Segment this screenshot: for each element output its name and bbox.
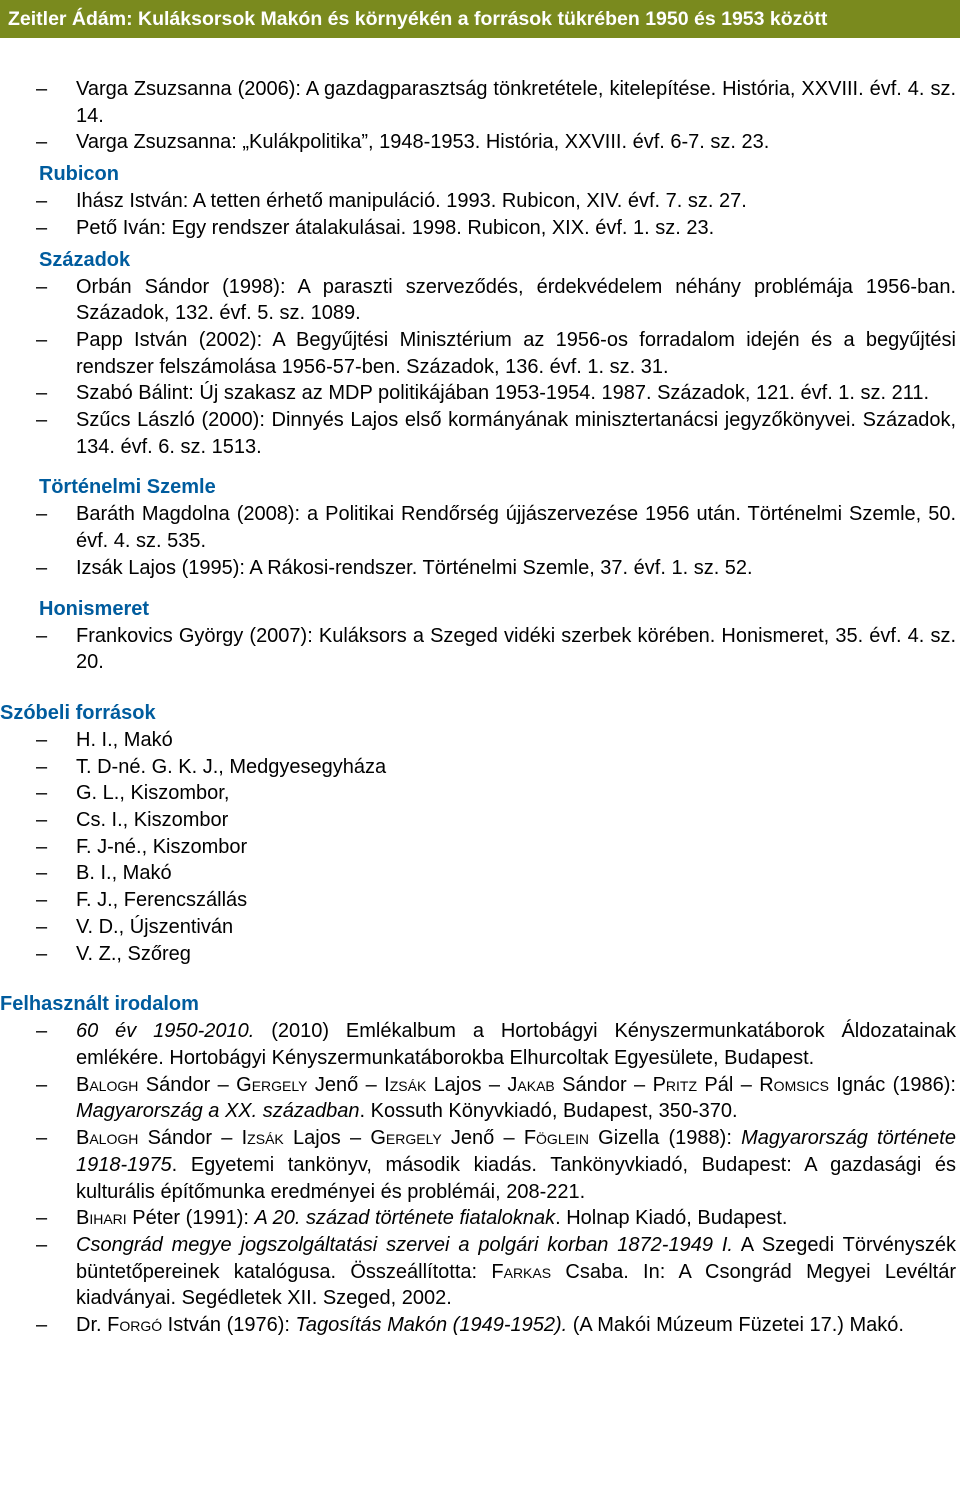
list-item: [36, 188, 956, 215]
dash-bullet: –: [36, 382, 48, 405]
page-header: [0, 0, 960, 38]
honismeret-list: [0, 623, 960, 676]
journal-heading-szazadok: Századok: [39, 248, 131, 271]
author-surname: Jakab: [507, 1073, 555, 1096]
author-surname: Izsák: [384, 1073, 427, 1096]
dash-bullet: –: [36, 131, 48, 154]
item-text: V. Z., Szőreg: [76, 942, 191, 965]
dash-bullet: –: [36, 942, 48, 965]
book-title: A 20. század története fiataloknak: [254, 1207, 556, 1230]
author-surname: Föglein: [523, 1127, 589, 1150]
list-item: [36, 76, 956, 129]
list-item: [36, 914, 956, 941]
list-item: [36, 129, 956, 156]
list-item: [36, 327, 956, 380]
item-text: Varga Zsuzsanna: „Kulákpolitika”, 1948-1953. História, XXVIII. évf. 6-7. sz. 23.: [76, 131, 770, 154]
item-text: F. J., Ferencszállás: [76, 889, 248, 912]
item-text: Varga Zsuzsanna (2006): A gazdagparasztság tönkretétele, kitelepítése. História, XXVIII. évf. 4. sz. 14.: [76, 78, 956, 127]
author-surname: Gergely: [370, 1127, 442, 1150]
item-text: B. I., Makó: [76, 862, 172, 885]
dash-bullet: –: [36, 78, 48, 100]
literature-list: [0, 1018, 960, 1338]
list-item: – Bihari Péter (1991): A 20. század története fiataloknak. Holnap Kiadó, Budapest.: [76, 1205, 956, 1232]
dash-bullet: –: [36, 556, 48, 579]
list-item: [36, 807, 956, 834]
item-text: Cs. I., Kiszombor: [76, 809, 229, 832]
journal-heading-rubicon: Rubicon: [39, 163, 119, 186]
dash-bullet: –: [36, 809, 48, 832]
dash-bullet: –: [36, 190, 48, 213]
book-title: Magyarország története 1918-1975: [76, 1127, 956, 1176]
rubicon-list: [0, 188, 960, 241]
list-item: [36, 501, 956, 554]
author-surname: Romsics: [759, 1073, 829, 1096]
item-text: Papp István (2002): A Begyűjtési Minisztérium az 1956-os forradalom idején és a begyűjtési rendszer felszámolása 1956-57-ben. Századok, 136. évf. 1. sz. 31.: [76, 328, 956, 378]
book-title: Tagosítás Makón (1949-1952).: [295, 1314, 568, 1337]
dash-bullet: –: [36, 1020, 48, 1043]
item-text: V. D., Újszentiván: [76, 915, 234, 938]
journal-heading-tortenelmi-szemle: Történelmi Szemle: [39, 476, 216, 499]
szobeli-list: [0, 727, 960, 967]
list-item: – Csongrád megye jogszolgáltatási szervei a polgári korban 1872-1949 I. A Szegedi Törvényszék büntetőpereinek katalógusa. Összeállította: Farkas Csaba. In: A Csongrád Megyei Levéltár kiadványai. Segédletek XII. Szeged, 2002.: [36, 1233, 957, 1310]
dash-bullet: –: [36, 1233, 48, 1256]
list-item: [36, 754, 956, 781]
list-item: – Dr. Forgó István (1976): Tagosítás Makón (1949-1952). (A Makói Múzeum Füzetei 17.) Makó.: [76, 1312, 956, 1339]
item-text: Ihász István: A tetten érhető manipuláció. 1993. Rubicon, XIV. évf. 7. sz. 27.: [76, 190, 747, 213]
list-item: – Balogh Sándor – Izsák Lajos – Gergely Jenő – Föglein Gizella (1988): Magyarország története 1918-1975. Egyetemi tankönyv, második kiadás. Tankönyvkiadó, Budapest: A gazdasági és kulturális építőmunka eredményei és problémái, 208-221.: [36, 1127, 956, 1203]
item-text: Baráth Magdolna (2008): a Politikai Rendőrség újjászervezése 1956 után. Történelmi Szemle, 50. évf. 4. sz. 535.: [76, 503, 956, 553]
tortenelmi-list: [0, 501, 960, 581]
item-text: Szűcs László (2000): Dinnyés Lajos első kormányának minisztertanácsi jegyzőkönyvei. Századok, 134. évf. 6. sz. 1513.: [76, 409, 956, 458]
dash-bullet: –: [36, 835, 48, 858]
author-surname: Bihari: [76, 1207, 127, 1230]
list-item: [36, 860, 956, 887]
list-item: [36, 727, 956, 754]
list-item: [36, 623, 956, 676]
dash-bullet: –: [36, 889, 48, 912]
author-surname: Balogh: [76, 1073, 139, 1096]
item-text: F. J-né., Kiszombor: [76, 835, 248, 858]
dash-bullet: –: [36, 755, 48, 778]
book-title: 60 év 1950-2010.: [76, 1020, 255, 1043]
dash-bullet: –: [36, 409, 48, 432]
dash-bullet: –: [36, 1207, 48, 1230]
list-item: [36, 555, 956, 582]
list-item: [36, 780, 956, 807]
item-text: H. I., Makó: [76, 728, 173, 751]
item-text: Szabó Bálint: Új szakasz az MDP politikájában 1953-1954. 1987. Századok, 121. évf. 1. sz. 211.: [76, 382, 930, 405]
author-surname: Balogh: [76, 1127, 139, 1150]
book-title: Magyarország a XX. században: [76, 1100, 360, 1123]
top-list: [0, 76, 960, 156]
dash-bullet: –: [36, 1127, 48, 1150]
dash-bullet: –: [36, 782, 48, 805]
author-surname: Farkas: [491, 1260, 552, 1283]
list-item: [36, 380, 956, 407]
list-item: [36, 407, 956, 460]
dash-bullet: –: [36, 624, 48, 647]
item-text: Izsák Lajos (1995): A Rákosi-rendszer. Történelmi Szemle, 37. évf. 1. sz. 52.: [76, 556, 753, 579]
section-heading-szobeli-forrasok: Szóbeli források: [0, 701, 156, 724]
author-surname: Izsák: [241, 1127, 284, 1150]
section-heading-felhasznalt-irodalom: Felhasznált irodalom: [0, 993, 199, 1016]
item-text: Frankovics György (2007): Kuláksors a Szeged vidéki szerbek körében. Honismeret, 35. évf. 4. sz. 20.: [76, 624, 956, 674]
dash-bullet: –: [36, 216, 48, 239]
szazadok-list: [0, 274, 960, 461]
dash-bullet: –: [36, 1073, 48, 1096]
list-item: – 60 év 1950-2010. (2010) Emlékalbum a Hortobágyi Kényszermunkatáborok Áldozatainak emlékére. Hortobágyi Kényszermunkatáborokba Elhurcoltak Egyesülete, Budapest.: [36, 1020, 956, 1069]
author-surname: Forgó: [107, 1314, 163, 1337]
list-item: [36, 274, 956, 327]
dash-bullet: –: [36, 862, 48, 885]
header-title: Zeitler Ádám: Kuláksorsok Makón és környékén a források tükrében 1950 és 1953 között: [8, 8, 828, 30]
author-surname: Gergely: [236, 1073, 308, 1096]
dash-bullet: –: [36, 275, 48, 298]
list-item: [36, 941, 956, 968]
item-text: Orbán Sándor (1998): A paraszti szerveződés, érdekvédelem néhány problémája 1956-ban. Századok, 132. évf. 5. sz. 1089.: [76, 275, 956, 325]
dash-bullet: –: [36, 1314, 48, 1337]
list-item: [36, 887, 956, 914]
dash-bullet: –: [36, 915, 48, 938]
list-item: [36, 834, 956, 861]
author-surname: Pritz: [652, 1073, 698, 1096]
dash-bullet: –: [36, 728, 48, 751]
list-item: [36, 215, 956, 242]
list-item: – Balogh Sándor – Gergely Jenő – Izsák Lajos – Jakab Sándor – Pritz Pál – Romsics Ignác (1986): Magyarország a XX. században. Kossuth Könyvkiadó, Budapest, 350-370.: [36, 1073, 956, 1123]
item-text: G. L., Kiszombor,: [76, 782, 230, 805]
item-text: T. D-né. G. K. J., Medgyesegyháza: [76, 755, 387, 778]
dash-bullet: –: [36, 503, 48, 526]
document-body: [0, 38, 960, 1339]
dash-bullet: –: [36, 328, 48, 351]
journal-heading-honismeret: Honismeret: [39, 597, 150, 620]
book-title: Csongrád megye jogszolgáltatási szervei a polgári korban 1872-1949 I.: [76, 1233, 733, 1256]
item-text: Pető Iván: Egy rendszer átalakulásai. 1998. Rubicon, XIX. évf. 1. sz. 23.: [76, 216, 715, 239]
